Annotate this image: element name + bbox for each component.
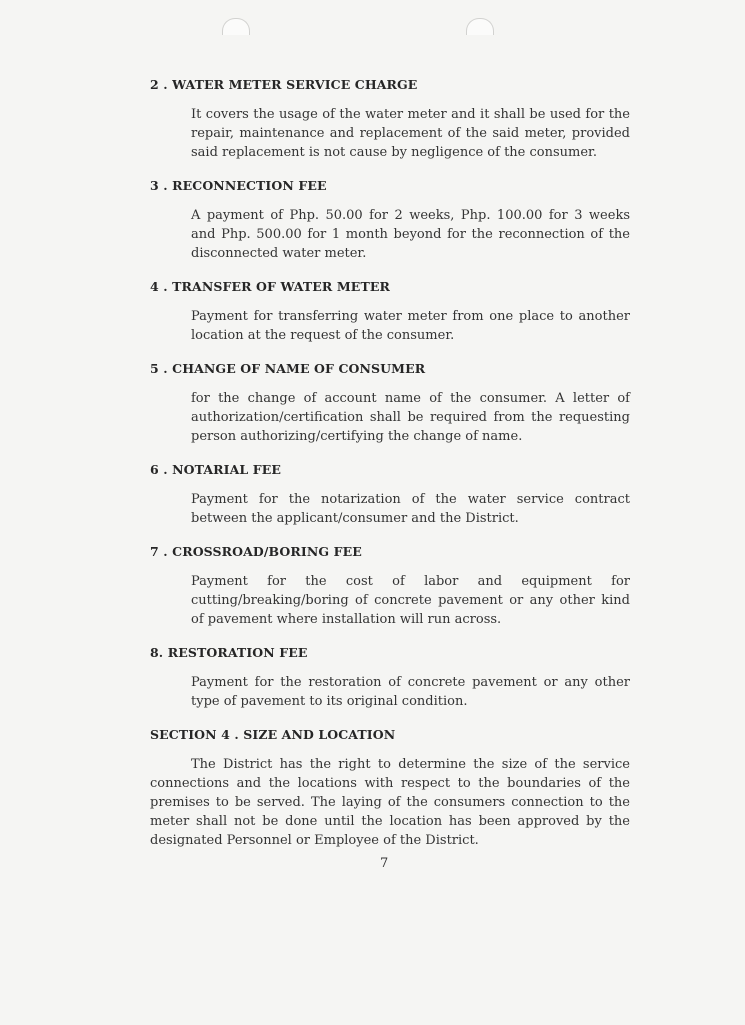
item-body: Payment for the restoration of concrete pavement or any other type of pavement to its original condition. — [191, 675, 630, 709]
item-heading: 3 . RECONNECTION FEE — [150, 178, 327, 193]
item-body: for the change of account name of the consumer. A letter of authorization/certification shall be required from the requesting person authorizing/certifying the change of name. — [191, 391, 630, 444]
item-water-meter-service-charge — [150, 77, 630, 162]
item-heading: 4 . TRANSFER OF WATER METER — [150, 279, 390, 294]
section-body: The District has the right to determine the size of the service connections and the locations with respect to the boundaries of the premises to be served. The laying of the consumers connection to the meter shall not be done until the location has been approved by the designated Personnel or Employee of the District. — [150, 757, 630, 848]
item-heading: 8. RESTORATION FEE — [150, 645, 308, 660]
section-heading: SECTION 4 . SIZE AND LOCATION — [150, 727, 396, 742]
item-body: Payment for the cost of labor and equipment for cutting/breaking/boring of concrete pavement or any other kind of pavement where installation will run across. — [191, 574, 630, 627]
punch-hole-right — [466, 18, 494, 35]
item-body: Payment for transferring water meter from one place to another location at the request of the consumer. — [191, 309, 630, 343]
punch-hole-left — [222, 18, 250, 35]
item-body: Payment for the notarization of the water service contract between the applicant/consumer and the District. — [191, 492, 630, 526]
item-notarial-fee — [150, 462, 630, 528]
document-page — [150, 77, 630, 866]
item-reconnection-fee — [150, 178, 630, 263]
item-heading: 2 . WATER METER SERVICE CHARGE — [150, 77, 418, 92]
item-heading: 5 . CHANGE OF NAME OF CONSUMER — [150, 361, 426, 376]
item-transfer-of-water-meter — [150, 279, 630, 345]
page-number: 7 — [380, 856, 389, 871]
item-body: A payment of Php. 50.00 for 2 weeks, Php. 100.00 for 3 weeks and Php. 500.00 for 1 month beyond for the reconnection of the disconnected water meter. — [191, 208, 630, 261]
item-heading: 7 . CROSSROAD/BORING FEE — [150, 544, 362, 559]
item-body: It covers the usage of the water meter and it shall be used for the repair, maintenance and replacement of the said meter, provided said replacement is not cause by negligence of the consumer. — [191, 107, 630, 160]
item-heading: 6 . NOTARIAL FEE — [150, 462, 281, 477]
item-crossroad-boring-fee — [150, 544, 630, 629]
item-change-of-name — [150, 361, 630, 446]
section-size-and-location — [150, 727, 630, 850]
item-restoration-fee — [150, 645, 630, 711]
